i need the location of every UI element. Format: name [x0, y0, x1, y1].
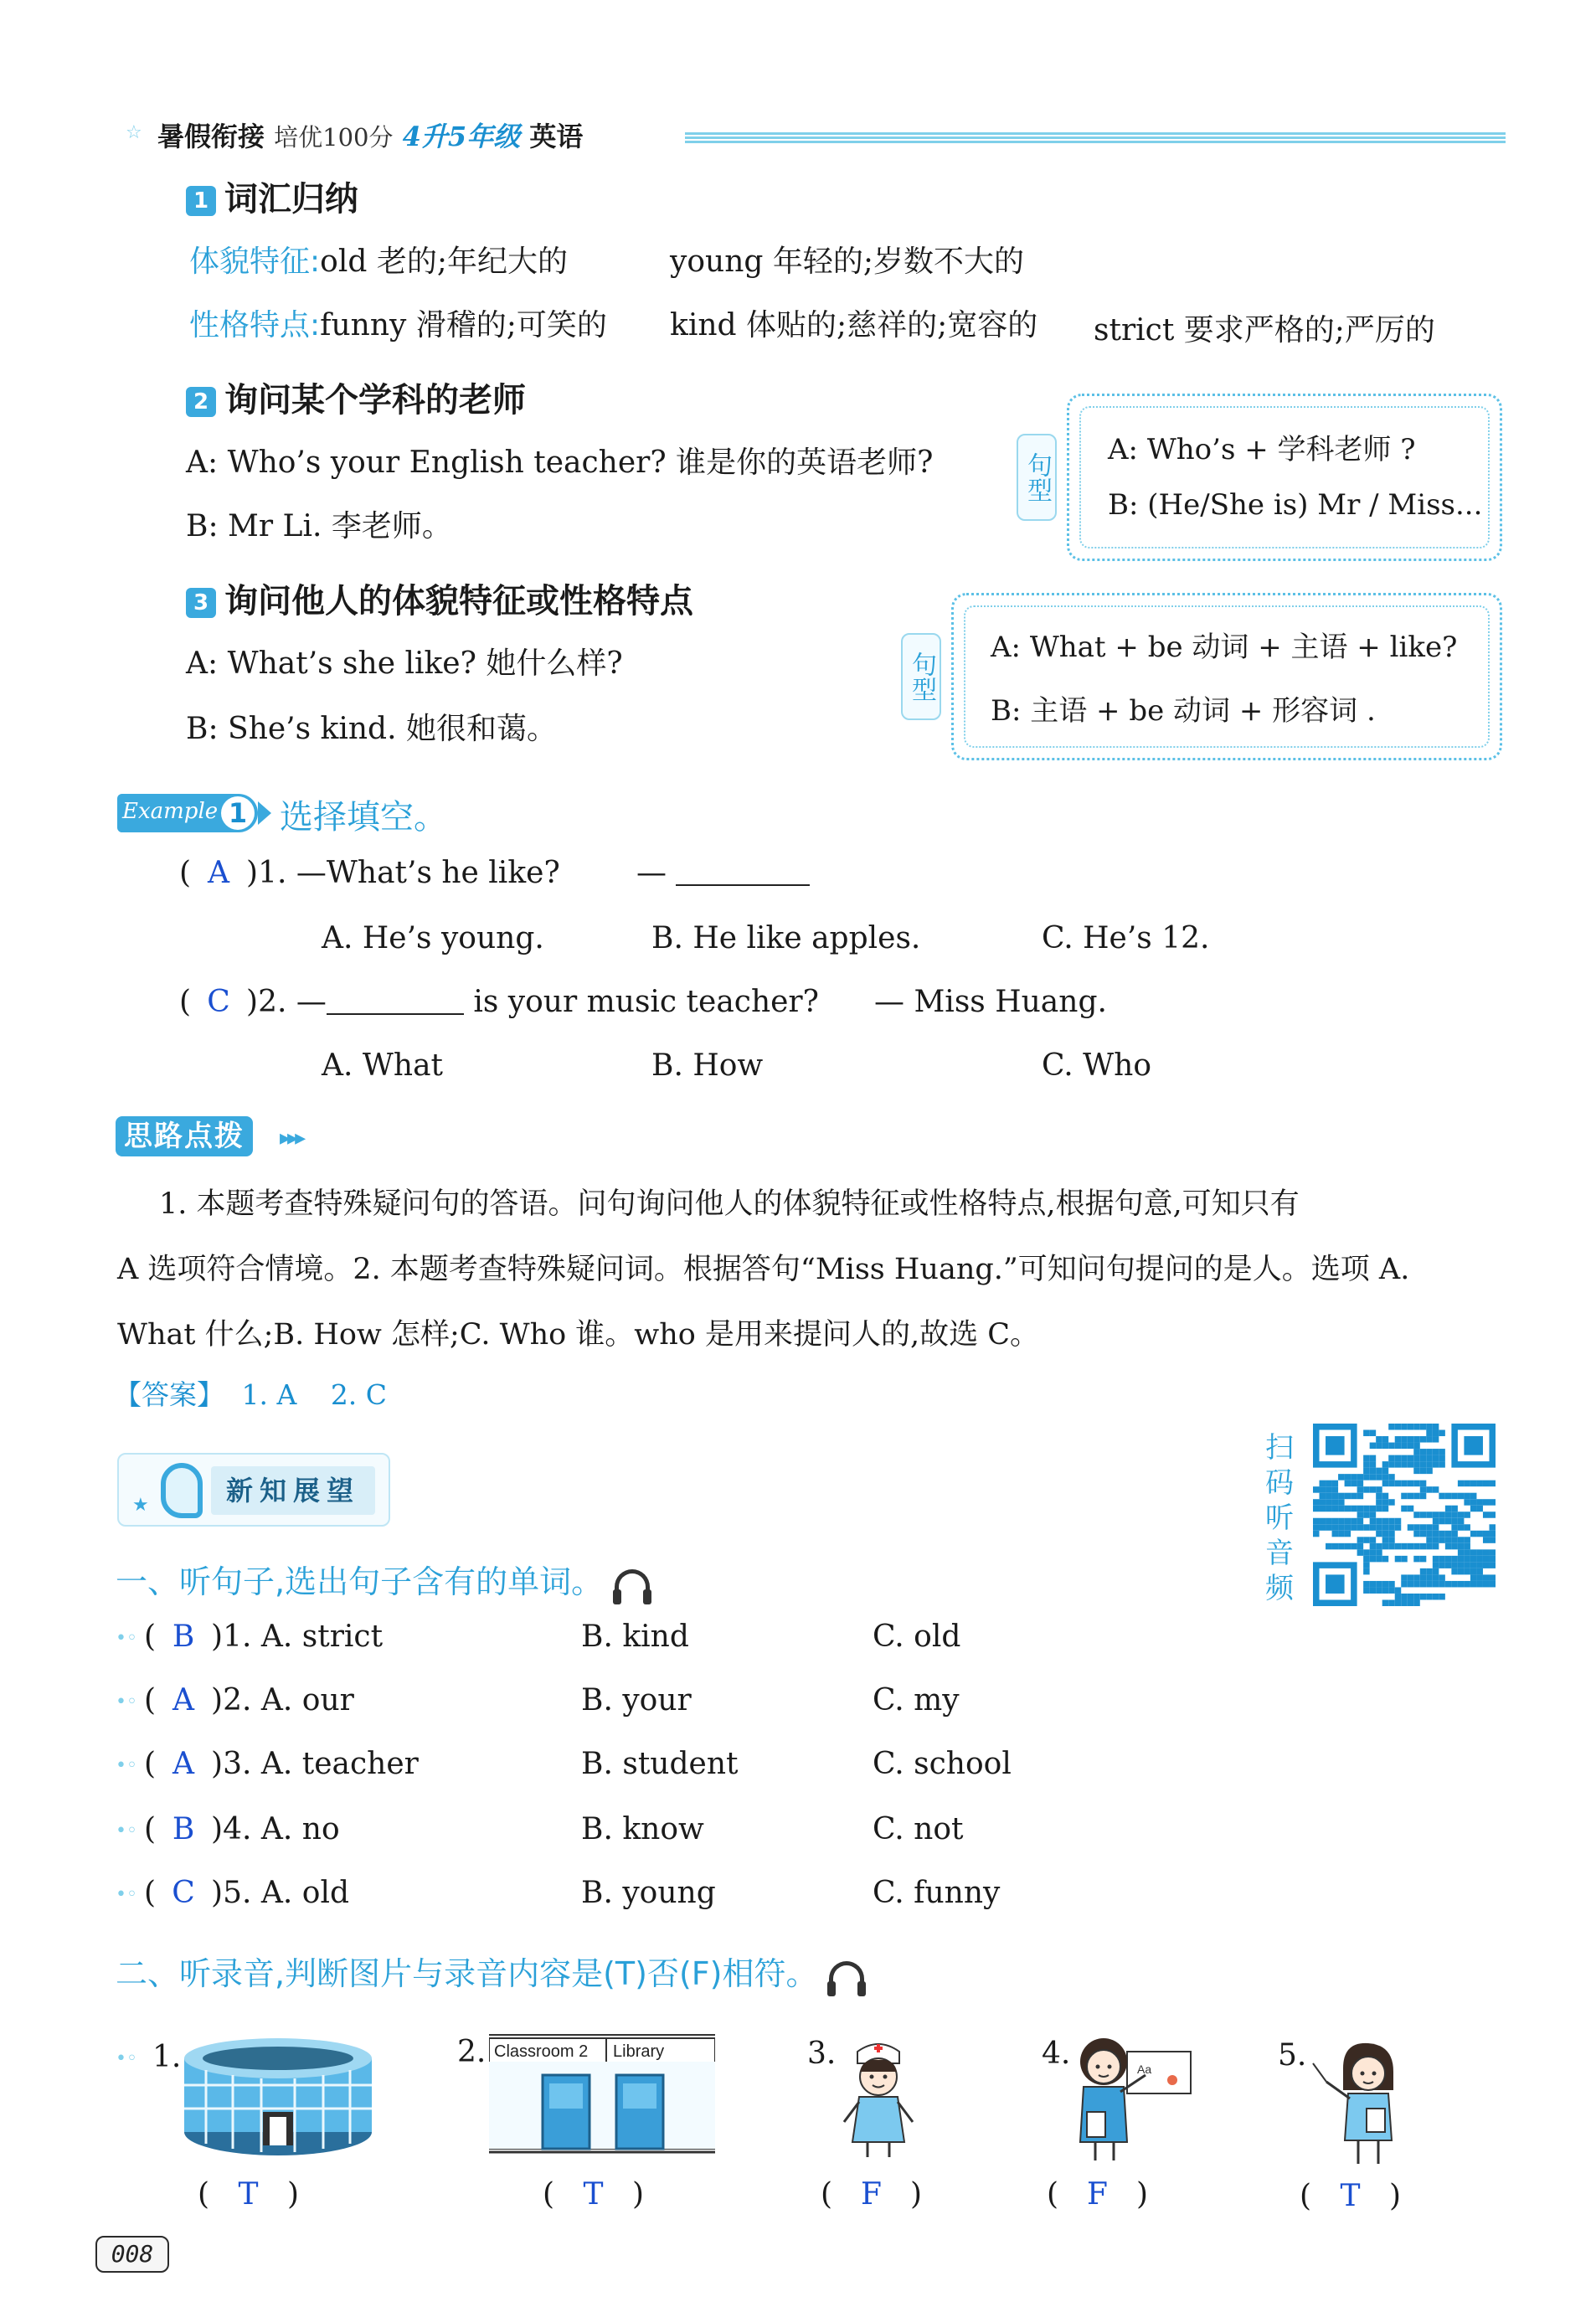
- example-q2-reply: — Miss Huang.: [874, 985, 1107, 1019]
- book-subtitle: 培优100分: [274, 123, 394, 152]
- part1-item-option-b: B. student: [581, 1747, 739, 1781]
- grade-label: 4升5年级: [402, 121, 521, 152]
- library-sign: Library: [613, 2042, 665, 2061]
- picture-3-answer-row: ( F ): [821, 2177, 922, 2212]
- example-number: 1: [221, 796, 255, 830]
- example-q2-option-c: C. Who: [1042, 1048, 1152, 1083]
- section2-line-b: B: Mr Li. 李老师。: [186, 509, 452, 543]
- example-q1-option-a: A. He’s young.: [322, 921, 544, 955]
- tips-answer-row: [114, 1373, 387, 1413]
- part1-item-option-a: )4. A. no: [211, 1812, 340, 1846]
- section2-number-badge: 2: [186, 387, 216, 417]
- answer-1: 1. A: [241, 1378, 297, 1411]
- bullet-dots: •◦: [116, 2048, 137, 2069]
- header-rule: [685, 132, 1506, 144]
- nurse-icon: [832, 2035, 924, 2160]
- teacher-at-board-icon: [1068, 2032, 1194, 2166]
- answer-label: 【答案】: [114, 1378, 224, 1411]
- section2-pattern-tag: 句型: [1017, 434, 1057, 521]
- bullet-dots: •◦: [116, 1628, 137, 1649]
- picture-4-number: 4.: [1042, 2037, 1071, 2071]
- part1-item-option-c: C. school: [873, 1747, 1012, 1781]
- example-q1-option-b: B. He like apples.: [651, 921, 921, 955]
- picture-5-number: 5.: [1278, 2038, 1307, 2073]
- qr-label: 扫码听音频: [1265, 1431, 1294, 1605]
- part1-item-option-a: )5. A. old: [211, 1876, 349, 1910]
- example-q1-dash: —: [636, 856, 667, 890]
- bullet-dots: •◦: [116, 1820, 137, 1841]
- board-text: Aa: [1137, 2063, 1152, 2076]
- section2-pattern-a: A: Who’s + 学科老师 ?: [1108, 433, 1416, 466]
- section2-pattern-box: [1067, 394, 1502, 561]
- vocab-row-personality: [189, 301, 607, 344]
- tips-line-1: 1. 本题考查特殊疑问句的答语。问句询问他人的体貌特征或性格特点,根据句意,可知只有: [159, 1187, 1300, 1221]
- category-appearance-label: 体貌特征:: [189, 245, 321, 279]
- playground-icon: [181, 2033, 375, 2159]
- section3-number-badge: 3: [186, 588, 216, 618]
- section3-line-a: A: What’s she like? 她什么样?: [186, 646, 623, 681]
- picture-3-answer: F: [861, 2177, 882, 2212]
- ear-icon: [161, 1463, 203, 1518]
- category-personality-label: 性格特点:: [189, 308, 321, 342]
- example-q2-stem-row: ( C )2. — is your music teacher?: [179, 985, 819, 1019]
- example-q2-blank: [327, 990, 464, 1015]
- example-q2-option-a: A. What: [322, 1048, 444, 1083]
- section1-number-badge: 1: [186, 186, 216, 216]
- picture-5-answer-row: ( T ): [1300, 2179, 1401, 2213]
- example-q1-answer: A: [208, 856, 230, 890]
- part1-item-option-b: B. know: [581, 1812, 704, 1846]
- picture-2-answer: T: [583, 2177, 604, 2212]
- picture-2-answer-row: ( T ): [543, 2177, 644, 2212]
- section3-title: 询问他人的体貌特征或性格特点: [224, 582, 693, 621]
- picture-1-number: 1.: [152, 2040, 182, 2074]
- picture-4-answer: F: [1087, 2177, 1108, 2212]
- subject-label: 英语: [529, 121, 584, 152]
- section2-heading: [186, 373, 526, 421]
- part1-item-option-b: B. kind: [581, 1620, 689, 1654]
- part1-item-answer: A: [172, 1747, 195, 1781]
- part1-heading: [116, 1556, 650, 1602]
- picture-4-answer-row: ( F ): [1047, 2177, 1148, 2212]
- bullet-dots: •◦: [116, 1755, 137, 1776]
- classroom-library-doors-icon: [489, 2032, 715, 2157]
- example-q1-stem-row: ( A )1. —What’s he like?: [179, 856, 560, 890]
- answer-2: 2. C: [330, 1378, 388, 1411]
- part1-item-option-c: C. funny: [873, 1876, 1001, 1910]
- example-q1-option-c: C. He’s 12.: [1042, 921, 1210, 955]
- page-number: 008: [95, 2236, 169, 2273]
- part1-item-stem: ( A )2. A. our: [144, 1683, 354, 1717]
- section2-line-a: A: Who’s your English teacher? 谁是你的英语老师?: [186, 445, 934, 480]
- headphone-icon[interactable]: [829, 1961, 864, 1990]
- section3-line-b: B: She’s kind. 她很和蔼。: [186, 712, 557, 746]
- picture-2-number: 2.: [457, 2035, 487, 2069]
- part1-title: 一、听句子,选出句子含有的单词。: [116, 1563, 604, 1600]
- preview-label: 新知展望: [211, 1466, 375, 1515]
- example-q2-stem-pre: )2. —: [246, 985, 327, 1019]
- part1-item-option-c: C. my: [873, 1683, 960, 1717]
- header-title: [157, 116, 583, 154]
- section3-pattern-box: [951, 593, 1502, 760]
- section1-title: 词汇归纳: [224, 180, 358, 219]
- picture-1-answer-row: ( T ): [198, 2177, 299, 2212]
- part1-item-answer: A: [172, 1683, 195, 1717]
- part1-item-option-b: B. your: [581, 1683, 692, 1717]
- tips-arrows-icon: ▸▸▸: [280, 1125, 303, 1151]
- section1-heading: [186, 173, 358, 220]
- tips-badge: 思路点拨: [116, 1116, 253, 1156]
- vocab-kind: kind 体贴的;慈祥的;宽容的: [670, 308, 1038, 342]
- vocab-row-appearance: [189, 238, 568, 281]
- part1-item-option-c: C. not: [873, 1812, 964, 1846]
- example-q1-stem: )1. —What’s he like?: [246, 856, 560, 890]
- section2-title: 询问某个学科的老师: [224, 381, 526, 420]
- part1-item-option-a: )2. A. our: [211, 1683, 354, 1717]
- part1-item-option-a: )1. A. strict: [211, 1620, 384, 1654]
- part1-item-option-c: C. old: [873, 1620, 961, 1654]
- example-q2-option-b: B. How: [651, 1048, 764, 1083]
- example-q2-stem-post: is your music teacher?: [473, 985, 819, 1019]
- picture-5-answer: T: [1340, 2179, 1361, 2213]
- section3-pattern-b: B: 主语 + be 动词 + 形容词 .: [991, 694, 1376, 728]
- header-star: ☆: [126, 122, 142, 143]
- example-word: Example: [122, 799, 219, 824]
- picture-3-number: 3.: [807, 2037, 837, 2071]
- part1-item-option-b: B. young: [581, 1876, 716, 1910]
- star-icon: ★: [132, 1495, 149, 1516]
- part2-title: 二、听录音,判断图片与录音内容是(T)否(F)相符。: [116, 1955, 818, 1992]
- part1-item-option-a: )3. A. teacher: [211, 1747, 419, 1781]
- part1-item-answer: C: [172, 1876, 195, 1910]
- book-title: 暑假衔接: [157, 121, 265, 152]
- picture-1-answer: T: [238, 2177, 259, 2212]
- teacher-pointing-icon: [1310, 2035, 1410, 2169]
- part1-item-stem: ( B )1. A. strict: [144, 1620, 384, 1654]
- part1-item-stem: ( A )3. A. teacher: [144, 1747, 419, 1781]
- vocab-old: old 老的;年纪大的: [320, 245, 568, 279]
- example-q1-blank: [676, 861, 810, 886]
- example-arrow-icon: [258, 801, 271, 825]
- section3-pattern-a: A: What + be 动词 + 主语 + like?: [991, 631, 1458, 664]
- tips-line-2: A 选项符合情境。2. 本题考查特殊疑问词。根据答句“Miss Huang.”可知问句提问的是人。选项 A.: [117, 1253, 1410, 1286]
- vocab-strict: strict 要求严格的;严厉的: [1094, 313, 1435, 348]
- section2-pattern-b: B: (He/She is) Mr / Miss...: [1108, 488, 1483, 522]
- tips-line-3: What 什么;B. How 怎样;C. Who 谁。who 是用来提问人的,故选 C。: [117, 1318, 1040, 1352]
- bullet-dots: •◦: [116, 1692, 137, 1712]
- qr-code-icon[interactable]: [1313, 1424, 1496, 1606]
- bullet-dots: •◦: [116, 1884, 137, 1905]
- preview-badge: [117, 1453, 390, 1527]
- vocab-funny: funny 滑稽的;可笑的: [320, 308, 607, 342]
- section3-heading: [186, 574, 693, 622]
- example-instruction: 选择填空。: [280, 798, 447, 837]
- example-q2-answer: C: [207, 985, 230, 1019]
- part2-heading: [116, 1948, 864, 1994]
- section3-pattern-tag: 句型: [901, 633, 941, 720]
- part1-item-answer: B: [172, 1812, 195, 1846]
- vocab-young: young 年轻的;岁数不大的: [670, 245, 1025, 279]
- classroom-sign: Classroom 2: [494, 2042, 589, 2061]
- headphone-icon[interactable]: [615, 1569, 650, 1598]
- example-badge: [117, 794, 258, 832]
- part1-item-answer: B: [172, 1620, 195, 1654]
- example-q1-reply: [636, 856, 810, 890]
- part1-item-stem: ( B )4. A. no: [144, 1812, 340, 1846]
- part1-item-stem: ( C )5. A. old: [144, 1876, 349, 1910]
